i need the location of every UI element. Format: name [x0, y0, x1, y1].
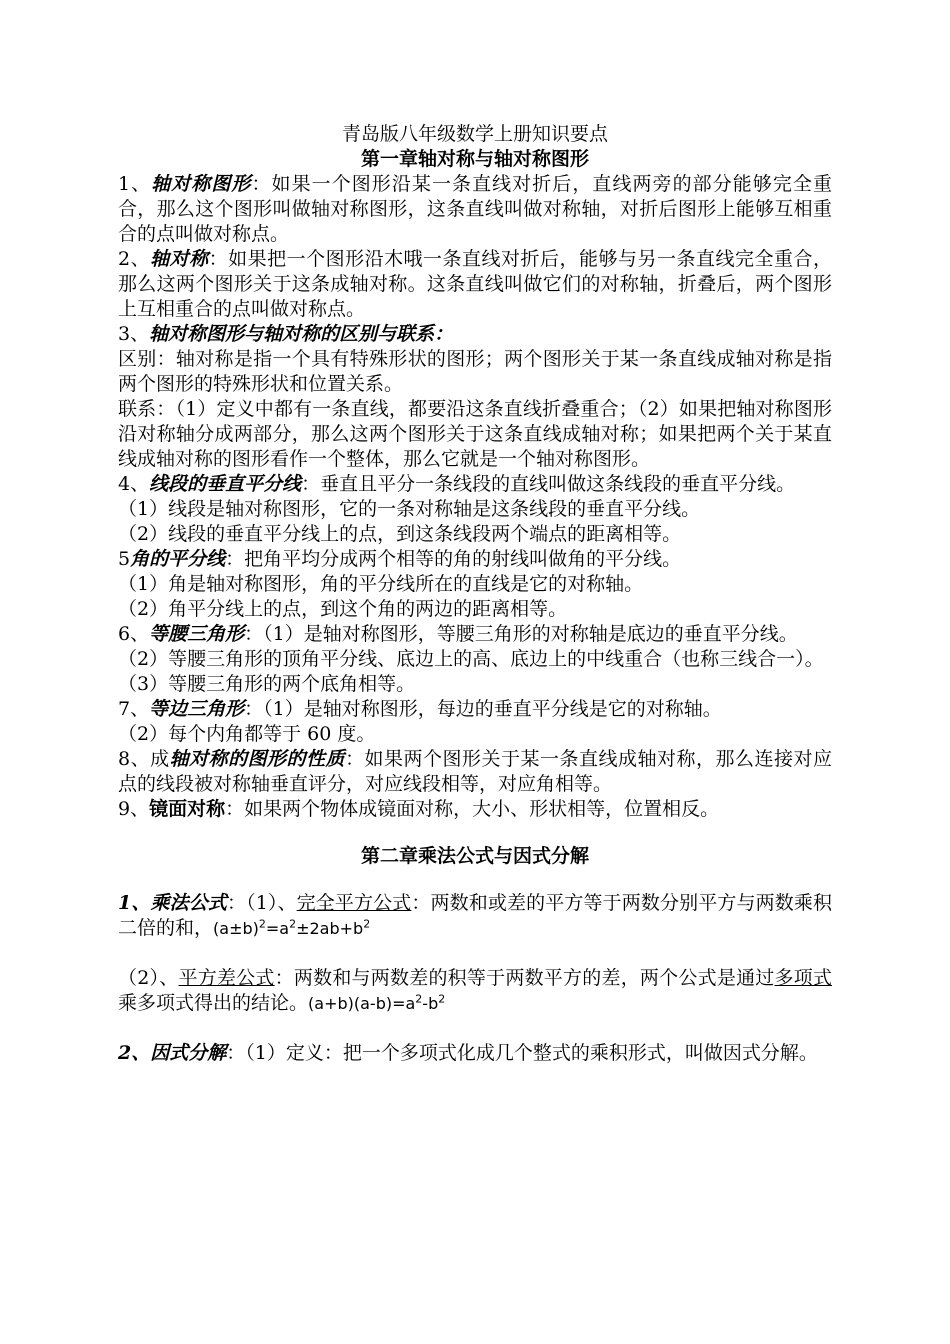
- item-7-text: ：（1）是轴对称图形，每边的垂直平分线是它的对称轴。: [244, 698, 722, 720]
- item-5-term: 角的平分线: [130, 548, 226, 570]
- item-4: [118, 472, 832, 497]
- item-1-number: 1、: [118, 173, 152, 195]
- item-5-point-1: （1）角是轴对称图形，角的平分线所在的直线是它的对称轴。: [118, 573, 644, 595]
- document-page: [118, 122, 832, 1066]
- item-4-number: 4、: [118, 473, 150, 495]
- factorization-text: ：（1）定义：把一个多项式化成几个整式的乘积形式，叫做因式分解。: [226, 1042, 818, 1064]
- perfect-square-formula: [213, 919, 370, 938]
- item-8-term: 轴对称的图形的性质: [169, 748, 346, 770]
- item-6-number: 6、: [118, 623, 150, 645]
- item-6: [118, 622, 832, 647]
- formula-exponent: 2: [363, 917, 371, 931]
- section-difference-of-squares: [118, 966, 832, 1016]
- perfect-square-formula-label: 完全平方公式: [296, 892, 412, 914]
- multiplication-formula-prefix: ：（1）、: [226, 892, 297, 914]
- item-2: [118, 247, 832, 322]
- formula-exponent: 2: [438, 992, 446, 1006]
- section-multiplication-formula: [118, 891, 832, 941]
- item-8: [118, 747, 832, 797]
- item-3: [118, 322, 832, 347]
- item-1: [118, 172, 832, 247]
- item-5-text: ：把角平均分成两个相等的角的射线叫做角的平分线。: [225, 548, 682, 570]
- multiplication-formula-term: 1、乘法公式: [118, 892, 227, 914]
- formula-exponent: 2: [415, 992, 423, 1006]
- document-title: 青岛版八年级数学上册知识要点: [341, 123, 608, 145]
- chapter-1-heading: 第一章轴对称与轴对称图形: [360, 148, 589, 170]
- formula-part: -b: [422, 994, 439, 1013]
- difference-of-squares-prefix: （2）、: [118, 967, 179, 989]
- difference-of-squares-text: ：两数和与两数差的积等于两数平方的差，两个公式是通过: [274, 967, 775, 989]
- spacer: [118, 941, 832, 966]
- item-6-text: ：（1）是轴对称图形，等腰三角形的对称轴是底边的垂直平分线。: [244, 623, 798, 645]
- item-7-point-2: （2）每个内角都等于 60 度。: [118, 723, 376, 745]
- item-3-difference: 区别：轴对称是指一个具有特殊形状的图形；两个图形关于某一条直线成轴对称是指两个图形的特殊形状和位置关系。: [118, 348, 832, 395]
- difference-of-squares-text-2: 乘多项式得出的结论。: [118, 992, 309, 1014]
- formula-exponent: 2: [258, 917, 266, 931]
- item-3-connection: 联系：（1）定义中都有一条直线，都要沿这条直线折叠重合；（2）如果把轴对称图形沿对称轴分成两部分，那么这两个图形关于这条直线成轴对称；如果把两个关于某直线成轴对称的图形看作一个整体，那么它就是一个轴对称图形。: [118, 398, 832, 470]
- item-9: [118, 797, 832, 822]
- item-4-point-2: （2）线段的垂直平分线上的点，到这条线段两个端点的距离相等。: [118, 523, 682, 545]
- formula-exponent: 2: [289, 917, 297, 931]
- factorization-term: 2、因式分解: [118, 1042, 227, 1064]
- item-1-term: 轴对称图形: [151, 173, 252, 195]
- item-1-text: ：如果一个图形沿某一条直线对折后，直线两旁的部分能够完全重合，那么这个图形叫做轴对称图形，这条直线叫做对称轴，对折后图形上能够互相重合的点叫做对称点。: [118, 173, 832, 245]
- item-8-number: 8、成: [118, 748, 170, 770]
- formula-part: (a±b): [213, 919, 259, 938]
- item-4-text: ：垂直且平分一条线段的直线叫做这条线段的垂直平分线。: [301, 473, 796, 495]
- item-9-term: 镜面对称: [149, 798, 226, 820]
- perfect-square-formula-text: ：两数和或差的平方等于两数分别平方与两数乘积二倍的和，: [118, 892, 832, 939]
- chapter-2-heading: 第二章乘法公式与因式分解: [360, 845, 589, 867]
- item-6-point-2: （2）等腰三角形的顶角平分线、底边上的高、底边上的中线重合（也称三线合一）。: [118, 648, 824, 670]
- item-9-number: 9、: [118, 798, 150, 820]
- item-4-point-1: （1）线段是轴对称图形，它的一条对称轴是这条线段的垂直平分线。: [118, 498, 701, 520]
- item-5: [118, 547, 832, 572]
- item-5-number: 5: [118, 548, 131, 570]
- item-7-number: 7、: [118, 698, 150, 720]
- section-factorization: [118, 1041, 832, 1066]
- difference-of-squares-label: 平方差公式: [178, 967, 275, 989]
- item-2-number: 2、: [118, 248, 151, 270]
- item-3-number: 3、: [118, 323, 150, 345]
- item-7-term: 等边三角形: [149, 698, 245, 720]
- polynomial-label: 多项式: [774, 967, 832, 989]
- item-6-point-3: （3）等腰三角形的两个底角相等。: [118, 673, 416, 695]
- item-3-term: 轴对称图形与轴对称的区别与联系：: [149, 323, 454, 345]
- item-7: [118, 697, 832, 722]
- difference-of-squares-formula: [308, 994, 445, 1013]
- spacer: [118, 1016, 832, 1041]
- item-8-text: ：如果两个图形关于某一条直线成轴对称，那么连接对应点的线段被对称轴垂直评分，对应线段相等，对应角相等。: [118, 748, 832, 795]
- item-2-text: ：如果把一个图形沿木哦一条直线对折后，能够与另一条直线完全重合，那么这两个图形关于这条成轴对称。这条直线叫做它们的对称轴，折叠后，两个图形上互相重合的点叫做对称点。: [118, 248, 832, 320]
- item-4-term: 线段的垂直平分线: [149, 473, 302, 495]
- item-5-point-2: （2）角平分线上的点，到这个角的两边的距离相等。: [118, 598, 568, 620]
- item-9-text: ：如果两个物体成镜面对称，大小、形状相等，位置相反。: [225, 798, 720, 820]
- formula-part: ±2ab+b: [296, 919, 364, 938]
- formula-part: =a: [265, 919, 290, 938]
- formula-part: (a+b)(a-b)=a: [308, 994, 416, 1013]
- item-2-term: 轴对称: [150, 248, 209, 270]
- item-6-term: 等腰三角形: [149, 623, 245, 645]
